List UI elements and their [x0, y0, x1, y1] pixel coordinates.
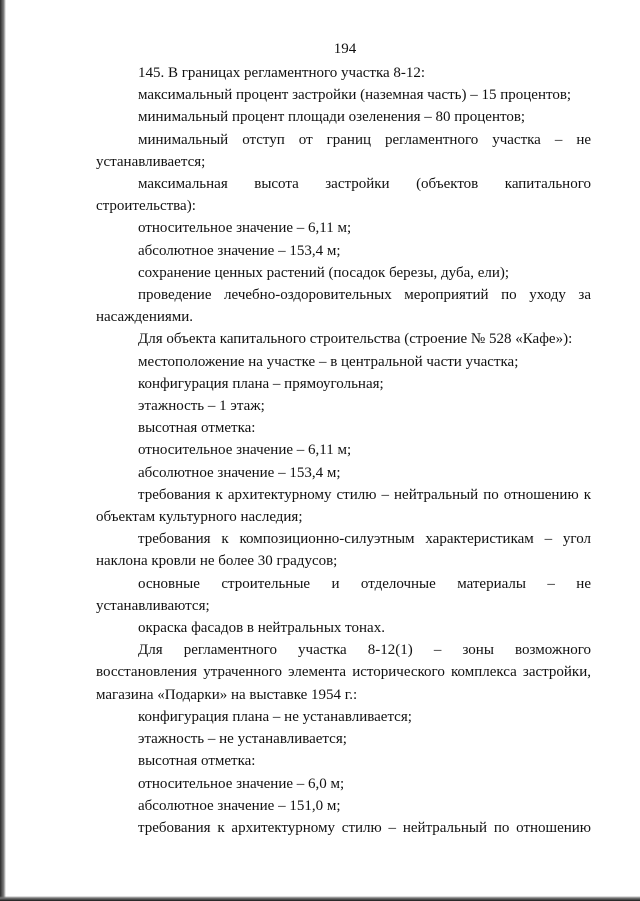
- paragraph: окраска фасадов в нейтральных тонах.: [138, 620, 385, 637]
- paragraph: сохранение ценных растений (посадок березы, дуба, ели);: [138, 264, 510, 281]
- paragraph: высотная отметка:: [138, 753, 256, 770]
- paragraph: относительное значение – 6,11 м;: [138, 442, 352, 459]
- paragraph: максимальная высота застройки (объектов капитального строительства):: [96, 176, 591, 215]
- paragraph: минимальный отступ от границ регламентного участка – не устанавливается;: [96, 131, 591, 170]
- paragraph: этажность – не устанавливается;: [138, 731, 347, 748]
- paragraph: абсолютное значение – 153,4 м;: [138, 242, 341, 259]
- paragraph: абсолютное значение – 151,0 м;: [138, 797, 341, 814]
- paragraph: Для регламентного участка 8-12(1) – зоны возможного восстановления утраченного элемента исторического комплекса застройки, магазина «Подарки» на выставке 1954 г.:: [96, 642, 591, 703]
- document-body: [96, 62, 591, 839]
- scan-edge-bottom: [0, 896, 640, 901]
- paragraph: высотная отметка:: [138, 420, 256, 437]
- page-number: 194: [333, 41, 357, 57]
- paragraph: конфигурация плана – прямоугольная;: [138, 375, 384, 392]
- paragraph: абсолютное значение – 153,4 м;: [138, 464, 341, 481]
- scan-edge-left: [0, 0, 6, 901]
- paragraph: конфигурация плана – не устанавливается;: [138, 708, 412, 725]
- paragraph: минимальный процент площади озеленения – 80 процентов;: [138, 109, 526, 126]
- paragraph: максимальный процент застройки (наземная часть) – 15 процентов;: [138, 87, 572, 104]
- paragraph: относительное значение – 6,0 м;: [138, 775, 345, 792]
- paragraph-continued: требования к архитектурному стилю – нейтральный по отношению: [138, 819, 591, 836]
- paragraph: проведение лечебно-оздоровительных мероприятий по уходу за насаждениями.: [96, 287, 591, 326]
- paragraph: основные строительные и отделочные материалы – не устанавливаются;: [96, 575, 591, 614]
- paragraph: требования к архитектурному стилю – нейтральный по отношению к объектам культурного наследия;: [96, 486, 591, 526]
- paragraph: этажность – 1 этаж;: [138, 398, 265, 415]
- paragraph: требования к композиционно-силуэтным характеристикам – угол наклона кровли не более 30 градусов;: [96, 531, 591, 570]
- paragraph: относительное значение – 6,11 м;: [138, 220, 352, 237]
- paragraph: Для объекта капитального строительства (строение № 528 «Кафе»):: [138, 331, 573, 348]
- paragraph: местоположение на участке – в центральной части участка;: [138, 353, 519, 370]
- section-heading: 145. В границах регламентного участка 8-12:: [138, 65, 426, 81]
